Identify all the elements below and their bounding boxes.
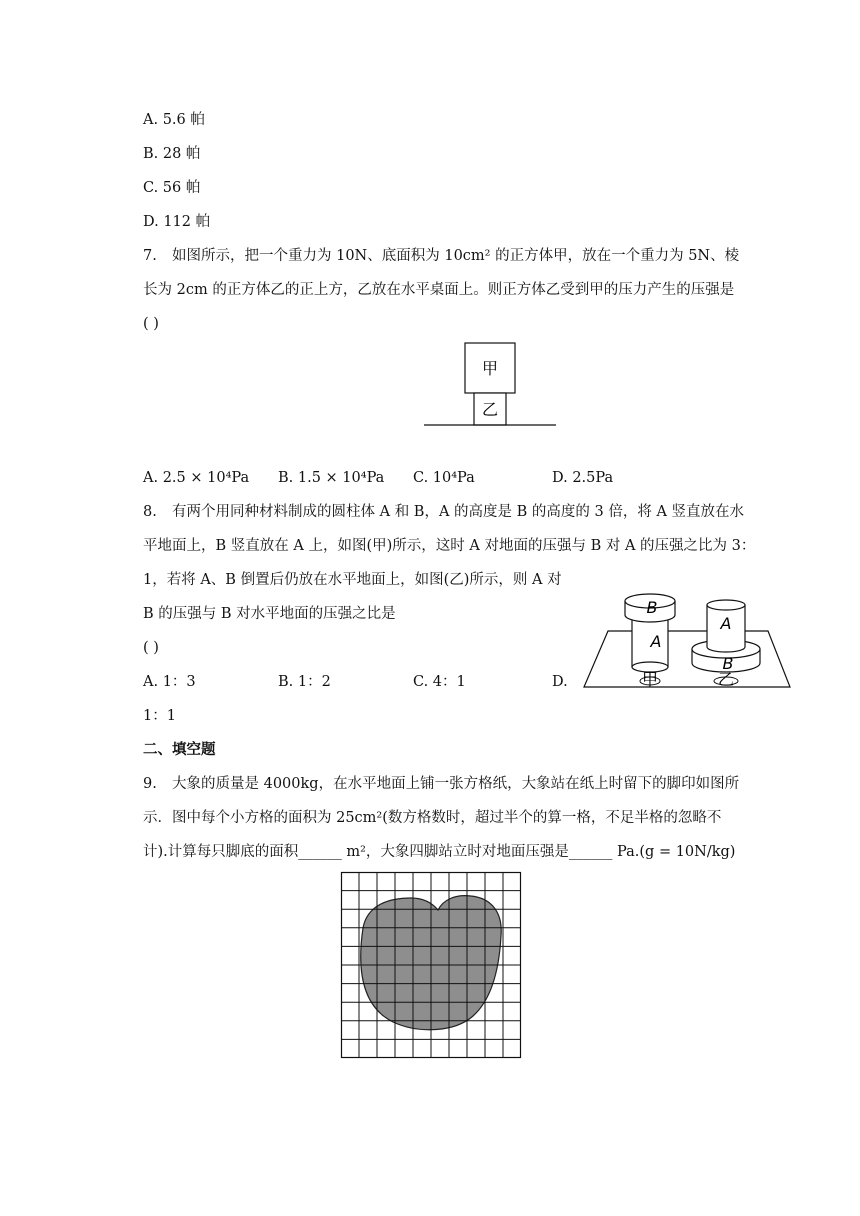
left-a-label: A bbox=[650, 632, 662, 651]
right-b-label: B bbox=[722, 654, 734, 673]
q8-option-b: B. 1：2 bbox=[278, 674, 331, 690]
q9-text-line3: 计).计算每只脚底的面积______ m²，大象四脚站立时对地面压强是______ Pa.(g = 10N/kg) bbox=[143, 844, 736, 860]
label-yi: 乙 bbox=[717, 670, 735, 689]
q8-figure bbox=[580, 585, 795, 695]
q7-number: 7. bbox=[143, 248, 157, 264]
q6-option-a: A. 5.6 帕 bbox=[143, 112, 205, 128]
grid-lines bbox=[341, 872, 521, 1058]
q9-text-line1: 大象的质量是 4000kg，在水平地面上铺一张方格纸，大象站在纸上时留下的脚印如图所 bbox=[172, 776, 740, 792]
q9-footprint-grid bbox=[341, 872, 521, 1058]
q7-answer-blank: ( ) bbox=[143, 316, 159, 332]
q8-option-d: D. bbox=[552, 674, 568, 690]
q6-option-d: D. 112 帕 bbox=[143, 214, 211, 230]
q8-text-line3: 1，若将 A、B 倒置后仍放在水平地面上，如图(乙)所示，则 A 对 bbox=[143, 572, 562, 588]
cube-yi-label: 乙 bbox=[481, 400, 499, 419]
section-heading-fill-blank: 二、填空题 bbox=[143, 742, 216, 758]
q7-figure bbox=[420, 340, 560, 430]
cube-jia-label: 甲 bbox=[481, 359, 499, 378]
q7-option-d: D. 2.5Pa bbox=[552, 470, 614, 486]
q7-text-line2: 长为 2cm 的正方体乙的正上方，乙放在水平桌面上。则正方体乙受到甲的压力产生的压强是 bbox=[143, 282, 735, 298]
q8-answer-blank: ( ) bbox=[143, 640, 159, 656]
q8-text-line4: B 的压强与 B 对水平地面的压强之比是 bbox=[143, 606, 396, 622]
q8-option-c: C. 4：1 bbox=[413, 674, 466, 690]
left-b-label: B bbox=[646, 598, 658, 617]
q9-number: 9. bbox=[143, 776, 157, 792]
label-jia: 甲 bbox=[641, 670, 659, 689]
q7-text-line1: 如图所示，把一个重力为 10N、底面积为 10cm² 的正方体甲，放在一个重力为 5N、棱 bbox=[172, 248, 740, 264]
q7-option-c: C. 10⁴Pa bbox=[413, 470, 475, 486]
right-a-label: A bbox=[720, 614, 732, 633]
q7-option-b: B. 1.5 × 10⁴Pa bbox=[278, 470, 385, 486]
q8-option-a: A. 1：3 bbox=[143, 674, 196, 690]
q8-text-line2: 平地面上，B 竖直放在 A 上，如图(甲)所示，这时 A 对地面的压强与 B 对 A 的压强之比为 3： bbox=[143, 538, 756, 554]
q8-number: 8. bbox=[143, 504, 157, 520]
q8-option-d-value: 1：1 bbox=[143, 708, 176, 724]
q9-text-line2: 示．图中每个小方格的面积为 25cm²(数方格数时，超过半个的算一格，不足半格的忽略不 bbox=[143, 810, 722, 826]
q8-text-line1: 有两个用同种材料制成的圆柱体 A 和 B，A 的高度是 B 的高度的 3 倍，将 A 竖直放在水 bbox=[172, 504, 745, 520]
q6-option-b: B. 28 帕 bbox=[143, 146, 201, 162]
q7-option-a: A. 2.5 × 10⁴Pa bbox=[143, 470, 250, 486]
q6-option-c: C. 56 帕 bbox=[143, 180, 201, 196]
